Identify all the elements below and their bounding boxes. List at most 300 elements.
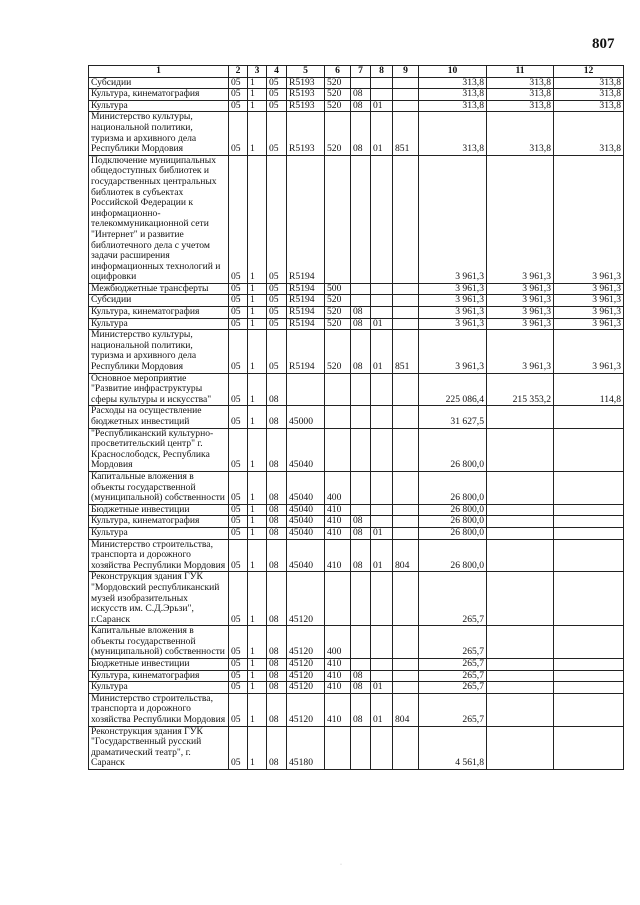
code-cell: 1 [248, 100, 267, 112]
amount-cell [487, 527, 554, 539]
code-cell: 08 [351, 112, 371, 155]
code-cell [351, 626, 371, 659]
code-cell: R5194 [287, 307, 325, 319]
code-cell: 08 [267, 428, 287, 471]
code-cell: 08 [267, 682, 287, 694]
row-name-cell: Министерство строительства, транспорта и дорожного хозяйства Республики Мордовия [89, 693, 229, 726]
amount-cell: 26 800,0 [419, 504, 487, 516]
code-cell [371, 428, 393, 471]
code-cell [393, 77, 419, 89]
code-cell: 410 [325, 682, 351, 694]
code-cell: 410 [325, 693, 351, 726]
code-cell: 08 [351, 670, 371, 682]
amount-cell [554, 504, 624, 516]
code-cell [393, 504, 419, 516]
column-header-3: 3 [248, 66, 267, 78]
code-cell: 1 [248, 516, 267, 528]
row-name-cell: Бюджетные инвестиции [89, 504, 229, 516]
code-cell: 01 [371, 682, 393, 694]
code-cell [371, 283, 393, 295]
amount-cell: 26 800,0 [419, 539, 487, 572]
table-row [89, 516, 624, 528]
code-cell: 500 [325, 283, 351, 295]
header-row [89, 66, 624, 78]
amount-cell: 265,7 [419, 693, 487, 726]
amount-cell: 3 961,3 [487, 307, 554, 319]
amount-cell: 3 961,3 [487, 155, 554, 283]
amount-cell [554, 626, 624, 659]
code-cell: R5193 [287, 112, 325, 155]
code-cell: 05 [267, 318, 287, 330]
code-cell [325, 373, 351, 406]
code-cell [287, 373, 325, 406]
code-cell [393, 516, 419, 528]
code-cell [393, 428, 419, 471]
code-cell: 410 [325, 504, 351, 516]
amount-cell: 265,7 [419, 572, 487, 626]
code-cell: 05 [229, 516, 248, 528]
code-cell: 45040 [287, 539, 325, 572]
code-cell: 08 [351, 516, 371, 528]
table-row [89, 471, 624, 504]
column-header-8: 8 [371, 66, 393, 78]
code-cell [371, 295, 393, 307]
amount-cell: 265,7 [419, 682, 487, 694]
code-cell [371, 504, 393, 516]
code-cell: 520 [325, 100, 351, 112]
row-name-cell: Основное мероприятие "Развитие инфраструктуры сферы культуры и искусства" [89, 373, 229, 406]
row-name-cell: Капитальные вложения в объекты государственной (муниципальной) собственности [89, 626, 229, 659]
code-cell [371, 670, 393, 682]
code-cell [325, 572, 351, 626]
code-cell: 851 [393, 112, 419, 155]
code-cell: 1 [248, 626, 267, 659]
code-cell: 01 [371, 693, 393, 726]
table-row [89, 89, 624, 101]
amount-cell: 3 961,3 [487, 295, 554, 307]
amount-cell: 313,8 [554, 112, 624, 155]
table-row [89, 659, 624, 671]
code-cell: 1 [248, 504, 267, 516]
code-cell: 05 [229, 283, 248, 295]
code-cell: 1 [248, 659, 267, 671]
code-cell: R5194 [287, 330, 325, 373]
code-cell [393, 283, 419, 295]
code-cell: R5194 [287, 318, 325, 330]
amount-cell: 4 561,8 [419, 726, 487, 769]
amount-cell: 3 961,3 [487, 283, 554, 295]
code-cell: 45040 [287, 516, 325, 528]
code-cell: 08 [267, 693, 287, 726]
code-cell: 45000 [287, 406, 325, 428]
code-cell: 05 [229, 406, 248, 428]
amount-cell: 313,8 [419, 77, 487, 89]
code-cell: 05 [229, 155, 248, 283]
code-cell: 1 [248, 682, 267, 694]
amount-cell [554, 406, 624, 428]
code-cell: 05 [229, 77, 248, 89]
amount-cell: 3 961,3 [419, 318, 487, 330]
amount-cell: 313,8 [487, 77, 554, 89]
code-cell [371, 77, 393, 89]
code-cell: 05 [267, 89, 287, 101]
amount-cell [554, 539, 624, 572]
code-cell: 410 [325, 527, 351, 539]
code-cell: 08 [351, 693, 371, 726]
amount-cell: 3 961,3 [554, 155, 624, 283]
table-row [89, 428, 624, 471]
code-cell: 45040 [287, 471, 325, 504]
amount-cell [487, 539, 554, 572]
code-cell: 400 [325, 471, 351, 504]
amount-cell [554, 471, 624, 504]
row-name-cell: Субсидии [89, 77, 229, 89]
code-cell [393, 626, 419, 659]
amount-cell [554, 659, 624, 671]
code-cell: 05 [229, 428, 248, 471]
code-cell: 05 [267, 283, 287, 295]
amount-cell: 313,8 [487, 89, 554, 101]
code-cell: 05 [267, 295, 287, 307]
table-row [89, 682, 624, 694]
amount-cell: 313,8 [487, 100, 554, 112]
code-cell: R5193 [287, 89, 325, 101]
amount-cell: 3 961,3 [554, 307, 624, 319]
row-name-cell: Культура, кинематография [89, 670, 229, 682]
table-body [89, 77, 624, 769]
table-row [89, 330, 624, 373]
amount-cell [487, 626, 554, 659]
row-name-cell: Реконструкция здания ГУК "Государственный русский драматический театр", г. Саранск [89, 726, 229, 769]
amount-cell: 313,8 [554, 77, 624, 89]
code-cell [393, 527, 419, 539]
budget-table [88, 65, 624, 770]
amount-cell: 3 961,3 [419, 155, 487, 283]
code-cell: 05 [229, 89, 248, 101]
code-cell [351, 283, 371, 295]
code-cell: 520 [325, 307, 351, 319]
code-cell [371, 89, 393, 101]
amount-cell: 3 961,3 [419, 330, 487, 373]
table-row [89, 112, 624, 155]
code-cell [351, 726, 371, 769]
code-cell: 05 [229, 471, 248, 504]
code-cell: 05 [229, 726, 248, 769]
code-cell: 520 [325, 112, 351, 155]
amount-cell [554, 428, 624, 471]
code-cell: 45180 [287, 726, 325, 769]
code-cell [325, 406, 351, 428]
code-cell [351, 504, 371, 516]
code-cell: 01 [371, 100, 393, 112]
code-cell: 05 [229, 373, 248, 406]
code-cell: 08 [267, 572, 287, 626]
table-row [89, 318, 624, 330]
amount-cell: 26 800,0 [419, 428, 487, 471]
code-cell [371, 659, 393, 671]
code-cell [371, 155, 393, 283]
code-cell: 05 [267, 77, 287, 89]
code-cell: 1 [248, 77, 267, 89]
amount-cell: 3 961,3 [419, 295, 487, 307]
code-cell: 05 [267, 112, 287, 155]
code-cell: 08 [351, 100, 371, 112]
row-name-cell: Министерство строительства, транспорта и дорожного хозяйства Республики Мордовия [89, 539, 229, 572]
code-cell: 05 [229, 307, 248, 319]
code-cell: 08 [267, 539, 287, 572]
amount-cell [487, 693, 554, 726]
row-name-cell: Реконструкция здания ГУК "Мордовский республиканский музей изобразительных искусств им. С.Д.Эрьзи", г.Саранск [89, 572, 229, 626]
amount-cell [487, 682, 554, 694]
code-cell: 410 [325, 516, 351, 528]
code-cell [351, 406, 371, 428]
amount-cell: 3 961,3 [419, 283, 487, 295]
code-cell: 45120 [287, 659, 325, 671]
table-row [89, 539, 624, 572]
code-cell: 08 [351, 330, 371, 373]
code-cell: 1 [248, 572, 267, 626]
code-cell: 1 [248, 527, 267, 539]
code-cell [393, 471, 419, 504]
code-cell [393, 670, 419, 682]
code-cell: 05 [229, 527, 248, 539]
code-cell: R5194 [287, 295, 325, 307]
code-cell: 01 [371, 539, 393, 572]
amount-cell: 265,7 [419, 670, 487, 682]
code-cell [325, 155, 351, 283]
code-cell: 45040 [287, 504, 325, 516]
row-name-cell: Субсидии [89, 295, 229, 307]
code-cell: 08 [351, 318, 371, 330]
code-cell [393, 307, 419, 319]
column-header-7: 7 [351, 66, 371, 78]
code-cell: 1 [248, 406, 267, 428]
amount-cell: 26 800,0 [419, 516, 487, 528]
code-cell: 08 [351, 527, 371, 539]
code-cell: 08 [267, 373, 287, 406]
code-cell: 08 [267, 504, 287, 516]
amount-cell: 215 353,2 [487, 373, 554, 406]
code-cell: 520 [325, 89, 351, 101]
amount-cell [487, 726, 554, 769]
code-cell [325, 428, 351, 471]
code-cell: 08 [267, 670, 287, 682]
code-cell: 08 [351, 539, 371, 572]
code-cell: 1 [248, 539, 267, 572]
column-header-10: 10 [419, 66, 487, 78]
code-cell: R5194 [287, 283, 325, 295]
code-cell: 05 [229, 539, 248, 572]
code-cell: 1 [248, 155, 267, 283]
code-cell: 1 [248, 726, 267, 769]
scan-mark: · [340, 862, 342, 868]
amount-cell: 265,7 [419, 659, 487, 671]
code-cell: 05 [267, 100, 287, 112]
amount-cell: 114,8 [554, 373, 624, 406]
row-name-cell: Культура, кинематография [89, 307, 229, 319]
code-cell: 45120 [287, 670, 325, 682]
code-cell: 410 [325, 659, 351, 671]
code-cell: 851 [393, 330, 419, 373]
code-cell: 08 [351, 682, 371, 694]
code-cell: 05 [229, 659, 248, 671]
code-cell: 45120 [287, 682, 325, 694]
code-cell: 520 [325, 318, 351, 330]
code-cell: 804 [393, 539, 419, 572]
code-cell: 08 [267, 726, 287, 769]
code-cell [371, 373, 393, 406]
code-cell [393, 406, 419, 428]
code-cell [393, 89, 419, 101]
code-cell: 400 [325, 626, 351, 659]
table-row [89, 155, 624, 283]
code-cell: 05 [229, 318, 248, 330]
code-cell [393, 373, 419, 406]
amount-cell [554, 726, 624, 769]
row-name-cell: Межбюджетные трансферты [89, 283, 229, 295]
code-cell: 1 [248, 693, 267, 726]
code-cell: 410 [325, 670, 351, 682]
code-cell [371, 471, 393, 504]
table-row [89, 283, 624, 295]
code-cell: 05 [229, 572, 248, 626]
amount-cell: 225 086,4 [419, 373, 487, 406]
code-cell: 01 [371, 527, 393, 539]
table-row [89, 726, 624, 769]
row-name-cell: Культура [89, 100, 229, 112]
code-cell [325, 726, 351, 769]
amount-cell [554, 572, 624, 626]
code-cell [351, 155, 371, 283]
code-cell [371, 307, 393, 319]
amount-cell [487, 572, 554, 626]
code-cell: 01 [371, 112, 393, 155]
code-cell: 01 [371, 318, 393, 330]
code-cell: 1 [248, 89, 267, 101]
code-cell: 1 [248, 112, 267, 155]
code-cell [393, 572, 419, 626]
code-cell: 05 [229, 670, 248, 682]
column-header-5: 5 [287, 66, 325, 78]
amount-cell: 313,8 [419, 112, 487, 155]
code-cell [351, 77, 371, 89]
code-cell [371, 626, 393, 659]
amount-cell [487, 659, 554, 671]
code-cell: 08 [267, 626, 287, 659]
code-cell [371, 516, 393, 528]
amount-cell [487, 670, 554, 682]
amount-cell: 3 961,3 [419, 307, 487, 319]
code-cell: 520 [325, 77, 351, 89]
code-cell: R5193 [287, 77, 325, 89]
code-cell: 1 [248, 330, 267, 373]
amount-cell [554, 527, 624, 539]
amount-cell: 3 961,3 [487, 318, 554, 330]
code-cell: 05 [229, 682, 248, 694]
code-cell: R5194 [287, 155, 325, 283]
row-name-cell: Министерство культуры, национальной политики, туризма и архивного дела Республики Мордовия [89, 112, 229, 155]
column-header-9: 9 [393, 66, 419, 78]
code-cell: 45040 [287, 428, 325, 471]
row-name-cell: Культура [89, 318, 229, 330]
table-row [89, 572, 624, 626]
code-cell [393, 295, 419, 307]
row-name-cell: Культура [89, 682, 229, 694]
amount-cell: 3 961,3 [554, 283, 624, 295]
row-name-cell: Расходы на осуществление бюджетных инвестиций [89, 406, 229, 428]
code-cell [393, 155, 419, 283]
amount-cell [487, 504, 554, 516]
code-cell [351, 659, 371, 671]
amount-cell [487, 428, 554, 471]
code-cell: 01 [371, 330, 393, 373]
table-row [89, 693, 624, 726]
table-row [89, 670, 624, 682]
code-cell: 08 [351, 89, 371, 101]
amount-cell: 313,8 [419, 89, 487, 101]
column-header-11: 11 [487, 66, 554, 78]
table-row [89, 100, 624, 112]
code-cell: 08 [267, 527, 287, 539]
amount-cell: 313,8 [554, 100, 624, 112]
row-name-cell: "Республиканский культурно-просветительский центр" г. Краснослободск, Республика Мордовия [89, 428, 229, 471]
table-row [89, 77, 624, 89]
table-row [89, 504, 624, 516]
column-header-2: 2 [229, 66, 248, 78]
code-cell: 1 [248, 373, 267, 406]
code-cell: 05 [229, 330, 248, 373]
amount-cell: 313,8 [554, 89, 624, 101]
code-cell [393, 100, 419, 112]
code-cell: 05 [267, 307, 287, 319]
row-name-cell: Культура [89, 527, 229, 539]
row-name-cell: Капитальные вложения в объекты государственной (муниципальной) собственности [89, 471, 229, 504]
row-name-cell: Культура, кинематография [89, 516, 229, 528]
code-cell: 45120 [287, 626, 325, 659]
code-cell: 1 [248, 471, 267, 504]
code-cell: 45040 [287, 527, 325, 539]
code-cell: 08 [267, 406, 287, 428]
amount-cell [487, 406, 554, 428]
amount-cell: 26 800,0 [419, 527, 487, 539]
code-cell: 05 [229, 626, 248, 659]
amount-cell: 26 800,0 [419, 471, 487, 504]
amount-cell [487, 516, 554, 528]
code-cell: 08 [351, 307, 371, 319]
amount-cell [554, 516, 624, 528]
column-header-12: 12 [554, 66, 624, 78]
code-cell [351, 373, 371, 406]
code-cell: 08 [267, 516, 287, 528]
table-row [89, 527, 624, 539]
code-cell: 520 [325, 295, 351, 307]
amount-cell: 265,7 [419, 626, 487, 659]
column-header-1: 1 [89, 66, 229, 78]
page-number: 807 [592, 36, 615, 52]
code-cell: 520 [325, 330, 351, 373]
code-cell: 05 [229, 100, 248, 112]
row-name-cell: Культура, кинематография [89, 89, 229, 101]
code-cell: R5193 [287, 100, 325, 112]
code-cell [371, 406, 393, 428]
amount-cell: 3 961,3 [554, 295, 624, 307]
amount-cell [554, 682, 624, 694]
column-header-4: 4 [267, 66, 287, 78]
code-cell [393, 682, 419, 694]
code-cell: 05 [267, 155, 287, 283]
code-cell: 05 [229, 112, 248, 155]
column-header-6: 6 [325, 66, 351, 78]
